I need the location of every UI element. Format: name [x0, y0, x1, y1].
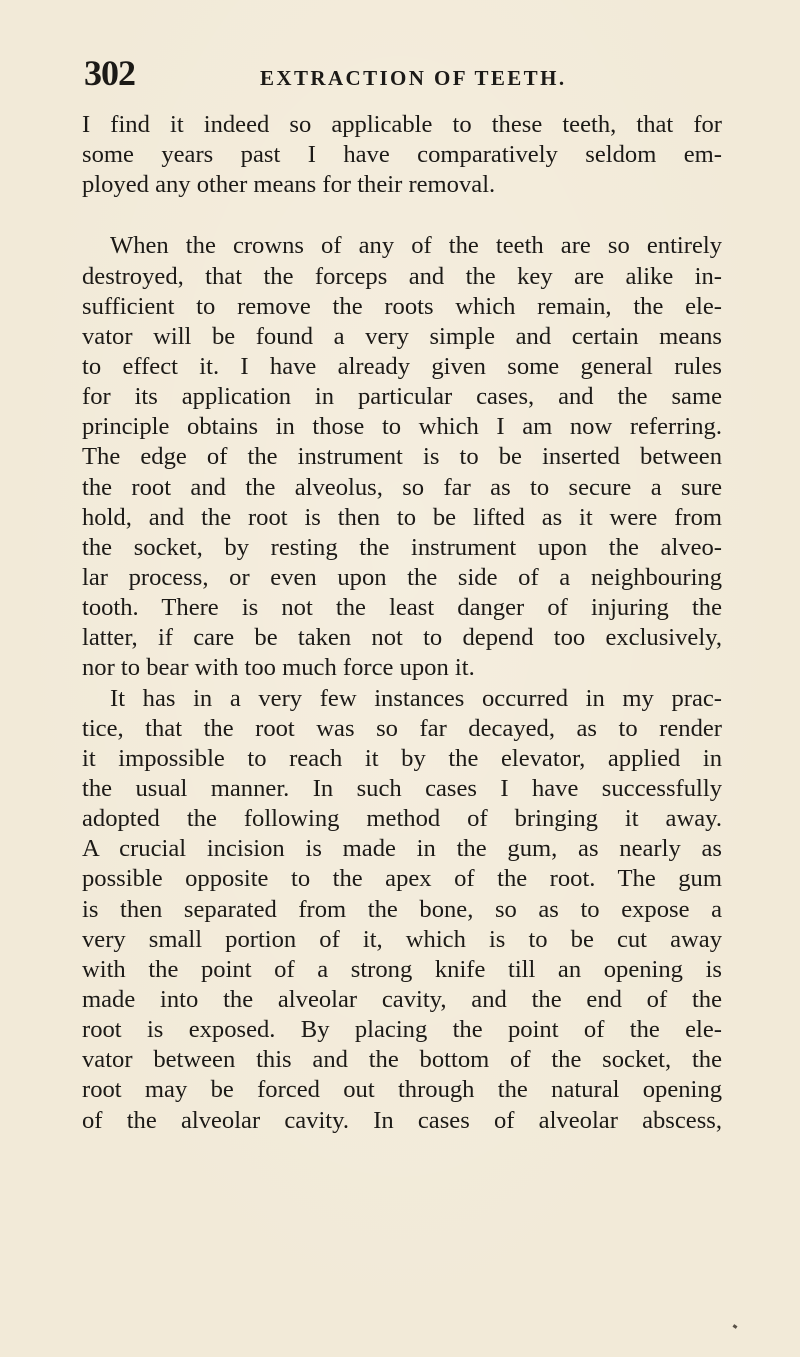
- text-line: lar process, or even upon the side of a neighbouring: [82, 563, 722, 591]
- text-line: principle obtains in those to which I am now referring.: [82, 413, 722, 441]
- text-line: possible opposite to the apex of the root. The gum: [82, 865, 722, 893]
- text-line: sufficient to remove the roots which remain, the ele-: [82, 292, 722, 320]
- text-line: latter, if care be taken not to depend too exclusively,: [82, 624, 722, 652]
- text-line: vator between this and the bottom of the socket, the: [82, 1046, 722, 1074]
- running-head: EXTRACTION OF TEETH.: [260, 66, 567, 90]
- text-line: I find it indeed so applicable to these teeth, that for: [82, 111, 722, 138]
- text-line: root is exposed. By placing the point of the ele-: [82, 1016, 722, 1044]
- text-line: The edge of the instrument is to be inserted between: [82, 443, 722, 471]
- text-line: When the crowns of any of the teeth are so entirely: [110, 232, 722, 260]
- text-line: tooth. There is not the least danger of injuring the: [82, 594, 722, 622]
- text-line: It has in a very few instances occurred in my prac-: [110, 684, 722, 712]
- text-line: nor to bear with too much force upon it.: [82, 654, 475, 682]
- text-line: vator will be found a very simple and certain means: [82, 322, 722, 350]
- text-line: with the point of a strong knife till an opening is: [82, 955, 722, 983]
- page-number: 302: [84, 53, 135, 93]
- text-line: destroyed, that the forceps and the key are alike in-: [82, 262, 722, 290]
- text-line: the usual manner. In such cases I have successfully: [82, 774, 722, 802]
- text-line: for its application in particular cases, and the same: [82, 383, 722, 411]
- text-line: made into the alveolar cavity, and the end of the: [82, 985, 722, 1013]
- text-line: ployed any other means for their removal.: [82, 171, 496, 199]
- text-line: the root and the alveolus, so far as to secure a sure: [82, 473, 722, 501]
- text-line: of the alveolar cavity. In cases of alveolar abscess,: [82, 1106, 722, 1134]
- text-line: some years past I have comparatively seldom em-: [82, 141, 722, 169]
- text-line: tice, that the root was so far decayed, as to render: [82, 714, 722, 742]
- text-line: is then separated from the bone, so as to expose a: [82, 895, 722, 923]
- text-line: hold, and the root is then to be lifted as it were from: [82, 503, 722, 531]
- text-line: A crucial incision is made in the gum, as nearly as: [82, 835, 722, 863]
- text-line: very small portion of it, which is to be cut away: [82, 925, 722, 953]
- ink-speck: [733, 1324, 738, 1329]
- text-line: the socket, by resting the instrument upon the alveo-: [82, 533, 722, 561]
- text-line: root may be forced out through the natural opening: [82, 1076, 722, 1104]
- text-line: adopted the following method of bringing it away.: [82, 805, 722, 833]
- text-line: it impossible to reach it by the elevator, applied in: [82, 744, 722, 772]
- text-line: to effect it. I have already given some general rules: [82, 352, 722, 380]
- body-text: [82, 110, 722, 1136]
